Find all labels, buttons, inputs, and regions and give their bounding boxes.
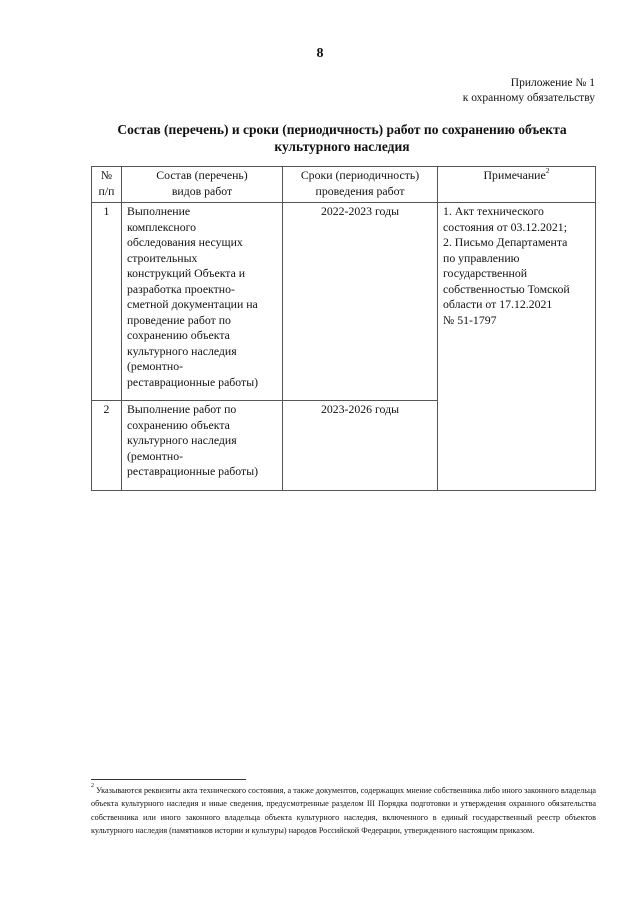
note-line: по управлению xyxy=(443,250,520,265)
work-line: реставрационные работы) xyxy=(127,374,259,389)
appendix-line-2: к охранному обязательству xyxy=(462,92,595,104)
row-work xyxy=(122,401,283,491)
page-number: 8 xyxy=(316,46,324,61)
work-line: Выполнение работ по xyxy=(127,402,237,416)
header-note-label: Примечание xyxy=(483,168,546,182)
note-line: № 51-1797 xyxy=(443,312,497,327)
row-term: 2022-2023 годы xyxy=(283,203,438,401)
row-work xyxy=(122,203,283,401)
note-line: состояния от 03.12.2021; xyxy=(443,219,567,234)
appendix-line-1: Приложение № 1 xyxy=(510,77,595,89)
work-line: комплексного xyxy=(127,219,197,234)
note-line: области от 17.12.2021 xyxy=(443,297,553,311)
row-number: 2 xyxy=(92,401,122,491)
work-line: культурного наследия xyxy=(127,343,237,358)
header-terms-line-2: проведения работ xyxy=(315,183,405,198)
header-terms-line-1: Сроки (периодичность) xyxy=(300,168,420,182)
footnote xyxy=(91,784,596,838)
work-line: конструкций Объекта и xyxy=(127,266,246,280)
note-line: собственностью Томской xyxy=(443,281,570,296)
document-title xyxy=(92,121,592,155)
work-line: строительных xyxy=(127,250,198,265)
header-terms xyxy=(283,167,438,203)
work-line: разработка проектно- xyxy=(127,281,235,296)
work-line: (ремонтно- xyxy=(127,359,184,373)
header-work-line-2: видов работ xyxy=(171,183,233,198)
row-note xyxy=(438,203,596,491)
table-row xyxy=(92,203,596,401)
title-line-2: культурного наследия xyxy=(274,139,410,154)
footnote-text: Указываются реквизиты акта технического состояния, а также документов, содержащих мнение собственника либо иного законного владельца объекта культурного наследия и иные сведения, предусмотренные разделом III Порядка подготовки и утверждения охранного обязательства собственника или иного законного владельца объекта культурного наследия, включенного в единый государственный реестр объектов культурного наследия (памятников истории и культуры) народов Российской Федерации, утвержденного настоящим приказом. xyxy=(91,786,596,836)
header-work-line-1: Состав (перечень) xyxy=(156,168,248,182)
note-line: 1. Акт технического xyxy=(443,204,544,218)
work-line: культурного наследия xyxy=(127,433,237,447)
work-line: обследования несущих xyxy=(127,235,243,249)
footnote-separator xyxy=(91,779,246,780)
work-line: проведение работ по xyxy=(127,312,231,327)
header-number-line-1: № xyxy=(100,168,113,182)
header-number-line-2: п/п xyxy=(98,183,115,198)
work-line: Выполнение xyxy=(127,204,191,218)
header-number xyxy=(92,167,122,203)
work-line: сметной документации на xyxy=(127,297,258,311)
note-line: государственной xyxy=(443,266,528,280)
row-term: 2023-2026 годы xyxy=(283,401,438,491)
row-number: 1 xyxy=(92,203,122,401)
header-note xyxy=(438,167,596,203)
footnote-reference: 2 xyxy=(545,166,550,176)
work-line: реставрационные работы) xyxy=(127,464,259,478)
appendix-header xyxy=(463,76,595,106)
work-line: сохранению объекта xyxy=(127,328,230,342)
footnote-mark: 2 xyxy=(91,783,94,790)
work-line: (ремонтно- xyxy=(127,448,184,463)
works-table xyxy=(91,166,596,491)
table-header-row xyxy=(92,167,596,203)
work-line: сохранению объекта xyxy=(127,417,230,432)
header-work-composition xyxy=(122,167,283,203)
title-line-1: Состав (перечень) и сроки (периодичность) работ по сохранению объекта xyxy=(117,122,567,137)
note-line: 2. Письмо Департамента xyxy=(443,235,568,249)
